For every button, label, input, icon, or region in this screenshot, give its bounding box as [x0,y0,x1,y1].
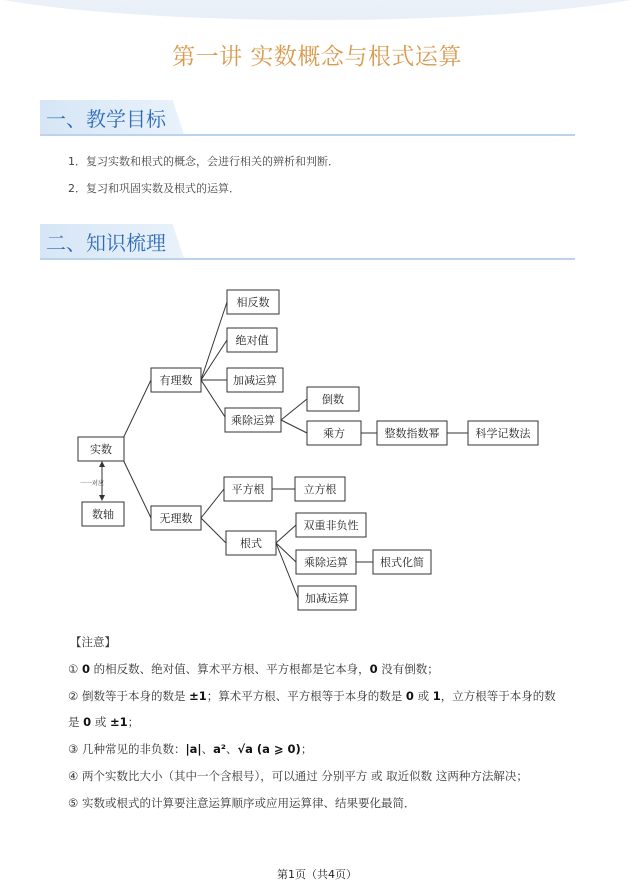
section-label: 二、知识梳理 [46,231,166,255]
note-2-continued: 是 0 或 ±1； [68,715,140,729]
node-kexue: 科学记数法 [475,427,531,440]
note-5: ⑤ 实数或根式的计算要注意运算顺序或应用运算律、结果要化最简． [68,796,416,810]
note-3: ③ 几种常见的非负数：|a|、a²、√a (a ⩾ 0)； [68,742,313,756]
node-shuangzhong: 双重非负性 [303,519,359,532]
goal-item-2: 2．复习和巩固实数及根式的运算． [68,182,240,195]
note-1: ① 0 的相反数、绝对值、算术平方根、平方根都是它本身，0 没有倒数； [68,662,439,676]
section-label: 一、教学目标 [46,107,166,131]
node-lifanggen: 立方根 [303,483,337,496]
node-jiajian1: 加减运算 [233,374,277,387]
document-title: 第一讲 实数概念与根式运算 [172,44,462,70]
node-zhengshu: 整数指数幂 [384,427,440,440]
node-chengchu2: 乘除运算 [304,556,348,569]
note-4: ④ 两个实数比大小（其中一个含根号），可以通过 分别平方 或 取近似数 这两种方法解决； [68,769,528,783]
node-xiangfanshu: 相反数 [236,296,270,309]
node-shuzhou: 数轴 [92,508,114,521]
node-pingfanggen: 平方根 [231,483,265,496]
node-wulishu: 无理数 [159,512,193,525]
node-genshi: 根式 [240,537,262,550]
note-2: ② 倒数等于本身的数是 ±1；算术平方根、平方根等于本身的数是 0 或 1，立方根等于本身的数 [68,689,556,703]
goal-item-1: 1．复习实数和根式的概念，会进行相关的辨析和判断． [68,155,339,168]
node-shishu: 实数 [90,443,112,456]
node-daoshu: 倒数 [322,393,344,406]
node-genshihuajian: 根式化简 [380,556,424,569]
node-chengchu1: 乘除运算 [231,414,275,427]
node-jiajian2: 加减运算 [305,592,349,605]
label-duiying: 一一对应 [80,480,105,487]
node-youlishu: 有理数 [159,374,193,387]
node-chengfang: 乘方 [323,427,345,440]
notes-title: 【注意】 [70,635,116,649]
page-footer: 第1页（共4页） [277,868,357,881]
node-juedui: 绝对值 [235,334,269,347]
